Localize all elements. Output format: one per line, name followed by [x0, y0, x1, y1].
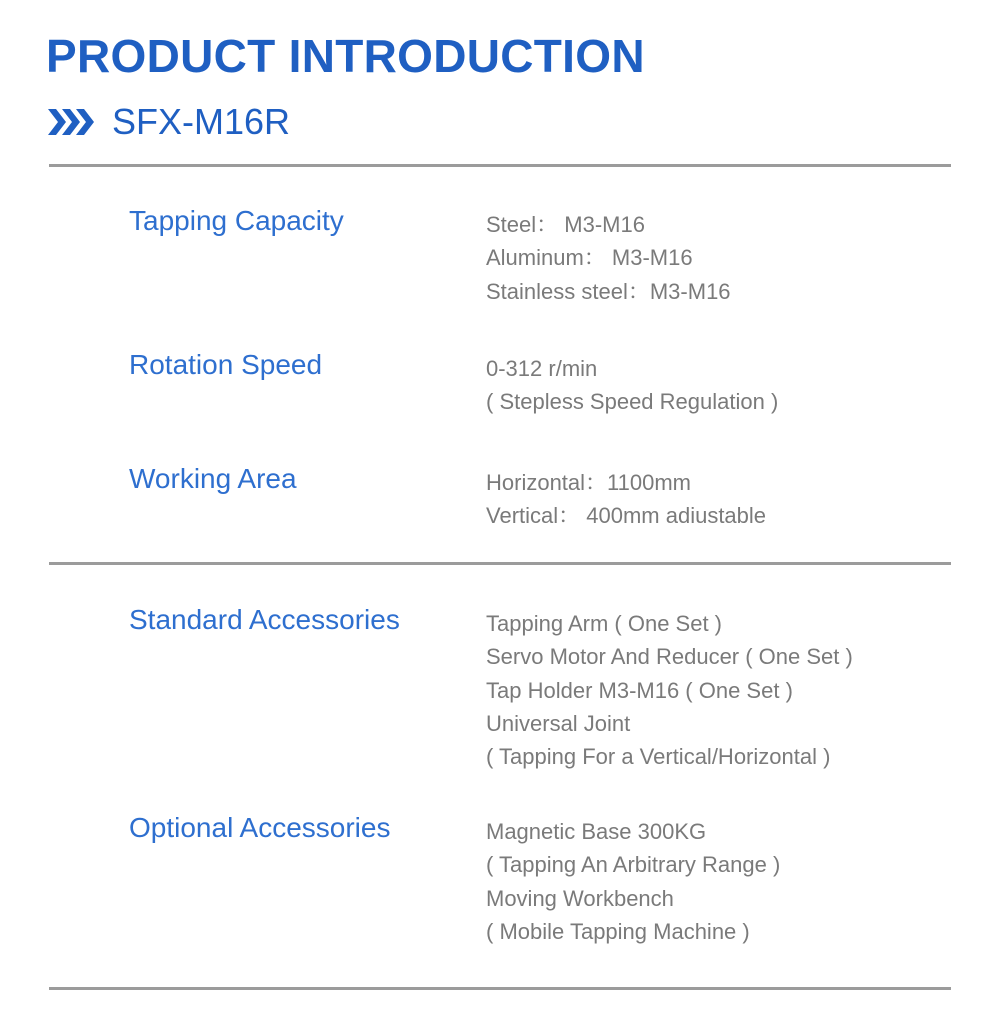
model-name: SFX-M16R — [112, 101, 291, 142]
spec-values — [486, 815, 780, 948]
spec-value: ( Mobile Tapping Machine ) — [486, 918, 750, 944]
spec-value: ( Stepless Speed Regulation ) — [486, 389, 779, 415]
spec-value: ( Tapping For a Vertical/Horizontal ) — [486, 744, 831, 770]
spec-values — [486, 466, 766, 533]
spec-values — [486, 607, 853, 773]
spec-value: 0-312 r/min — [486, 356, 598, 381]
spec-label: Optional Accessories — [129, 812, 391, 843]
model-heading — [48, 100, 290, 144]
spec-label: Working Area — [129, 463, 297, 494]
spec-values — [486, 208, 731, 308]
spec-value: Universal Joint — [486, 710, 631, 736]
spec-label: Rotation Speed — [129, 349, 323, 380]
divider-bottom — [49, 987, 951, 990]
triple-chevron-right-icon — [48, 107, 96, 137]
spec-value: Moving Workbench — [486, 885, 674, 911]
spec-value: Steel： M3-M16 — [486, 212, 645, 237]
divider-top — [49, 164, 951, 167]
spec-value: Magnetic Base 300KG — [486, 819, 707, 844]
spec-value: Aluminum： M3-M16 — [486, 245, 693, 271]
spec-value: Horizontal：1100mm — [486, 470, 692, 495]
spec-value: Tapping Arm ( One Set ) — [486, 611, 722, 636]
spec-value: Vertical： 400mm adiustable — [486, 503, 767, 529]
page-title: PRODUCT INTRODUCTION — [46, 30, 645, 82]
spec-label: Tapping Capacity — [129, 205, 344, 236]
spec-value: Stainless steel：M3-M16 — [486, 278, 731, 304]
divider-middle — [49, 562, 951, 565]
spec-value: ( Tapping An Arbitrary Range ) — [486, 852, 781, 878]
spec-value: Servo Motor And Reducer ( One Set ) — [486, 644, 853, 670]
spec-values — [486, 352, 778, 419]
spec-value: Tap Holder M3-M16 ( One Set ) — [486, 677, 793, 703]
spec-label: Standard Accessories — [129, 604, 400, 635]
